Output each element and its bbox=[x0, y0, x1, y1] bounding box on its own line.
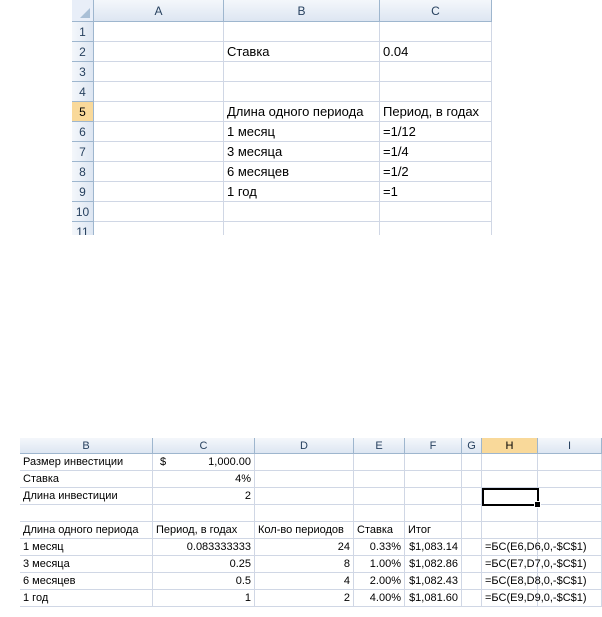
cell-b6[interactable]: 1 месяц bbox=[20, 539, 153, 556]
cell-a8[interactable] bbox=[94, 162, 224, 182]
row-header-2[interactable]: 2 bbox=[72, 42, 94, 62]
cell-d3[interactable] bbox=[255, 488, 354, 505]
cell-c1[interactable]: 1,000.00 bbox=[153, 454, 255, 471]
cell-e3[interactable] bbox=[354, 488, 405, 505]
cell-c2[interactable]: 0.04 bbox=[380, 42, 492, 62]
cell-h9[interactable]: =БС(E9,D9,0,-$C$1) bbox=[482, 590, 538, 607]
cell-i8[interactable] bbox=[538, 573, 602, 590]
cell-f2[interactable] bbox=[405, 471, 462, 488]
cell-c9[interactable]: 1 bbox=[153, 590, 255, 607]
cell-c5[interactable]: Период, в годах bbox=[153, 522, 255, 539]
cell-f6[interactable]: $1,083.14 bbox=[405, 539, 462, 556]
cell-i4[interactable] bbox=[538, 505, 602, 522]
active-cell-cursor[interactable] bbox=[482, 488, 539, 506]
cell-f4[interactable] bbox=[405, 505, 462, 522]
cell-i9[interactable] bbox=[538, 590, 602, 607]
cell-g4[interactable] bbox=[462, 505, 482, 522]
cell-c9[interactable]: =1 bbox=[380, 182, 492, 202]
cell-g3[interactable] bbox=[462, 488, 482, 505]
cell-c8[interactable]: =1/2 bbox=[380, 162, 492, 182]
cell-g1[interactable] bbox=[462, 454, 482, 471]
column-header-h[interactable]: H bbox=[482, 438, 538, 454]
cell-b2[interactable]: Ставка bbox=[20, 471, 153, 488]
cell-g5[interactable] bbox=[462, 522, 482, 539]
cell-c2[interactable]: 4% bbox=[153, 471, 255, 488]
cell-c1[interactable] bbox=[380, 22, 492, 42]
cell-f8[interactable]: $1,082.43 bbox=[405, 573, 462, 590]
column-header-f[interactable]: F bbox=[405, 438, 462, 454]
cell-a5[interactable] bbox=[94, 102, 224, 122]
cell-e4[interactable] bbox=[354, 505, 405, 522]
cell-h8[interactable]: =БС(E8,D8,0,-$C$1) bbox=[482, 573, 538, 590]
cell-b1[interactable] bbox=[224, 22, 380, 42]
cell-h4[interactable] bbox=[482, 505, 538, 522]
cell-b10[interactable] bbox=[224, 202, 380, 222]
cell-f5[interactable]: Итог bbox=[405, 522, 462, 539]
cell-a3[interactable] bbox=[94, 62, 224, 82]
cell-e7[interactable]: 1.00% bbox=[354, 556, 405, 573]
cell-g7[interactable] bbox=[462, 556, 482, 573]
cell-e5[interactable]: Ставка bbox=[354, 522, 405, 539]
column-header-b[interactable]: B bbox=[224, 0, 380, 22]
cell-e2[interactable] bbox=[354, 471, 405, 488]
cell-a4[interactable] bbox=[94, 82, 224, 102]
column-header-i[interactable]: I bbox=[538, 438, 602, 454]
cell-b9[interactable]: 1 год bbox=[224, 182, 380, 202]
cell-c11[interactable] bbox=[380, 222, 492, 235]
cell-i2[interactable] bbox=[538, 471, 602, 488]
row-header-1[interactable]: 1 bbox=[72, 22, 94, 42]
cell-i1[interactable] bbox=[538, 454, 602, 471]
cell-d9[interactable]: 2 bbox=[255, 590, 354, 607]
cell-d7[interactable]: 8 bbox=[255, 556, 354, 573]
column-header-g[interactable]: G bbox=[462, 438, 482, 454]
cell-b4[interactable] bbox=[20, 505, 153, 522]
cell-g6[interactable] bbox=[462, 539, 482, 556]
row-header-9[interactable]: 9 bbox=[72, 182, 94, 202]
column-header-c[interactable]: C bbox=[153, 438, 255, 454]
cell-c4[interactable] bbox=[153, 505, 255, 522]
cell-b3[interactable]: Длина инвестиции bbox=[20, 488, 153, 505]
cell-b3[interactable] bbox=[224, 62, 380, 82]
cell-f3[interactable] bbox=[405, 488, 462, 505]
cell-f9[interactable]: $1,081.60 bbox=[405, 590, 462, 607]
cell-c7[interactable]: =1/4 bbox=[380, 142, 492, 162]
cell-a7[interactable] bbox=[94, 142, 224, 162]
cell-b8[interactable]: 6 месяцев bbox=[20, 573, 153, 590]
row-header-3[interactable]: 3 bbox=[72, 62, 94, 82]
cell-e1[interactable] bbox=[354, 454, 405, 471]
cell-h5[interactable] bbox=[482, 522, 538, 539]
cell-c4[interactable] bbox=[380, 82, 492, 102]
cell-c6[interactable]: 0.083333333 bbox=[153, 539, 255, 556]
cell-d5[interactable]: Кол-во периодов bbox=[255, 522, 354, 539]
cell-b5[interactable]: Длина одного периода bbox=[224, 102, 380, 122]
cell-h7[interactable]: =БС(E7,D7,0,-$C$1) bbox=[482, 556, 538, 573]
cell-g2[interactable] bbox=[462, 471, 482, 488]
cell-b7[interactable]: 3 месяца bbox=[224, 142, 380, 162]
cell-a2[interactable] bbox=[94, 42, 224, 62]
cell-b7[interactable]: 3 месяца bbox=[20, 556, 153, 573]
cell-i5[interactable] bbox=[538, 522, 602, 539]
cell-d8[interactable]: 4 bbox=[255, 573, 354, 590]
select-all-corner[interactable] bbox=[72, 0, 94, 22]
cell-d6[interactable]: 24 bbox=[255, 539, 354, 556]
spreadsheet-2 bbox=[0, 438, 602, 617]
column-header-c[interactable]: C bbox=[380, 0, 492, 22]
cell-e8[interactable]: 2.00% bbox=[354, 573, 405, 590]
cell-a11[interactable] bbox=[94, 222, 224, 235]
row-header-7[interactable]: 7 bbox=[72, 142, 94, 162]
cell-f1[interactable] bbox=[405, 454, 462, 471]
cell-g9[interactable] bbox=[462, 590, 482, 607]
cell-c3[interactable] bbox=[380, 62, 492, 82]
cell-c5[interactable]: Период, в годах bbox=[380, 102, 492, 122]
cell-e9[interactable]: 4.00% bbox=[354, 590, 405, 607]
cell-a6[interactable] bbox=[94, 122, 224, 142]
cell-c7[interactable]: 0.25 bbox=[153, 556, 255, 573]
cell-a10[interactable] bbox=[94, 202, 224, 222]
cell-b4[interactable] bbox=[224, 82, 380, 102]
cell-b9[interactable]: 1 год bbox=[20, 590, 153, 607]
row-header-11[interactable]: 11 bbox=[72, 222, 94, 235]
spreadsheet-1 bbox=[72, 0, 492, 235]
cell-c3[interactable]: 2 bbox=[153, 488, 255, 505]
cell-h2[interactable] bbox=[482, 471, 538, 488]
column-header-b[interactable]: B bbox=[20, 438, 153, 454]
row-header-10[interactable]: 10 bbox=[72, 202, 94, 222]
cell-d1[interactable] bbox=[255, 454, 354, 471]
cell-c8[interactable]: 0.5 bbox=[153, 573, 255, 590]
cell-c10[interactable] bbox=[380, 202, 492, 222]
cell-a1[interactable] bbox=[94, 22, 224, 42]
row-header-6[interactable]: 6 bbox=[72, 122, 94, 142]
cell-a9[interactable] bbox=[94, 182, 224, 202]
row-header-8[interactable]: 8 bbox=[72, 162, 94, 182]
cell-c6[interactable]: =1/12 bbox=[380, 122, 492, 142]
cell-b2[interactable]: Ставка bbox=[224, 42, 380, 62]
column-header-e[interactable]: E bbox=[354, 438, 405, 454]
cell-e6[interactable]: 0.33% bbox=[354, 539, 405, 556]
cell-i7[interactable] bbox=[538, 556, 602, 573]
cell-b11[interactable] bbox=[224, 222, 380, 235]
cell-h6[interactable]: =БС(E6,D6,0,-$C$1) bbox=[482, 539, 538, 556]
cell-d4[interactable] bbox=[255, 505, 354, 522]
currency-symbol: $ bbox=[160, 456, 167, 468]
cell-d2[interactable] bbox=[255, 471, 354, 488]
cell-f7[interactable]: $1,082.86 bbox=[405, 556, 462, 573]
row-header-4[interactable]: 4 bbox=[72, 82, 94, 102]
cell-g8[interactable] bbox=[462, 573, 482, 590]
column-header-d[interactable]: D bbox=[255, 438, 354, 454]
row-header-5[interactable]: 5 bbox=[72, 102, 94, 122]
cell-b1[interactable]: Размер инвестиции bbox=[20, 454, 153, 471]
cell-b6[interactable]: 1 месяц bbox=[224, 122, 380, 142]
cell-i6[interactable] bbox=[538, 539, 602, 556]
cell-i3[interactable] bbox=[538, 488, 602, 505]
cell-b8[interactable]: 6 месяцев bbox=[224, 162, 380, 182]
cell-h1[interactable] bbox=[482, 454, 538, 471]
cell-b5[interactable]: Длина одного периода bbox=[20, 522, 153, 539]
column-header-a[interactable]: A bbox=[94, 0, 224, 22]
